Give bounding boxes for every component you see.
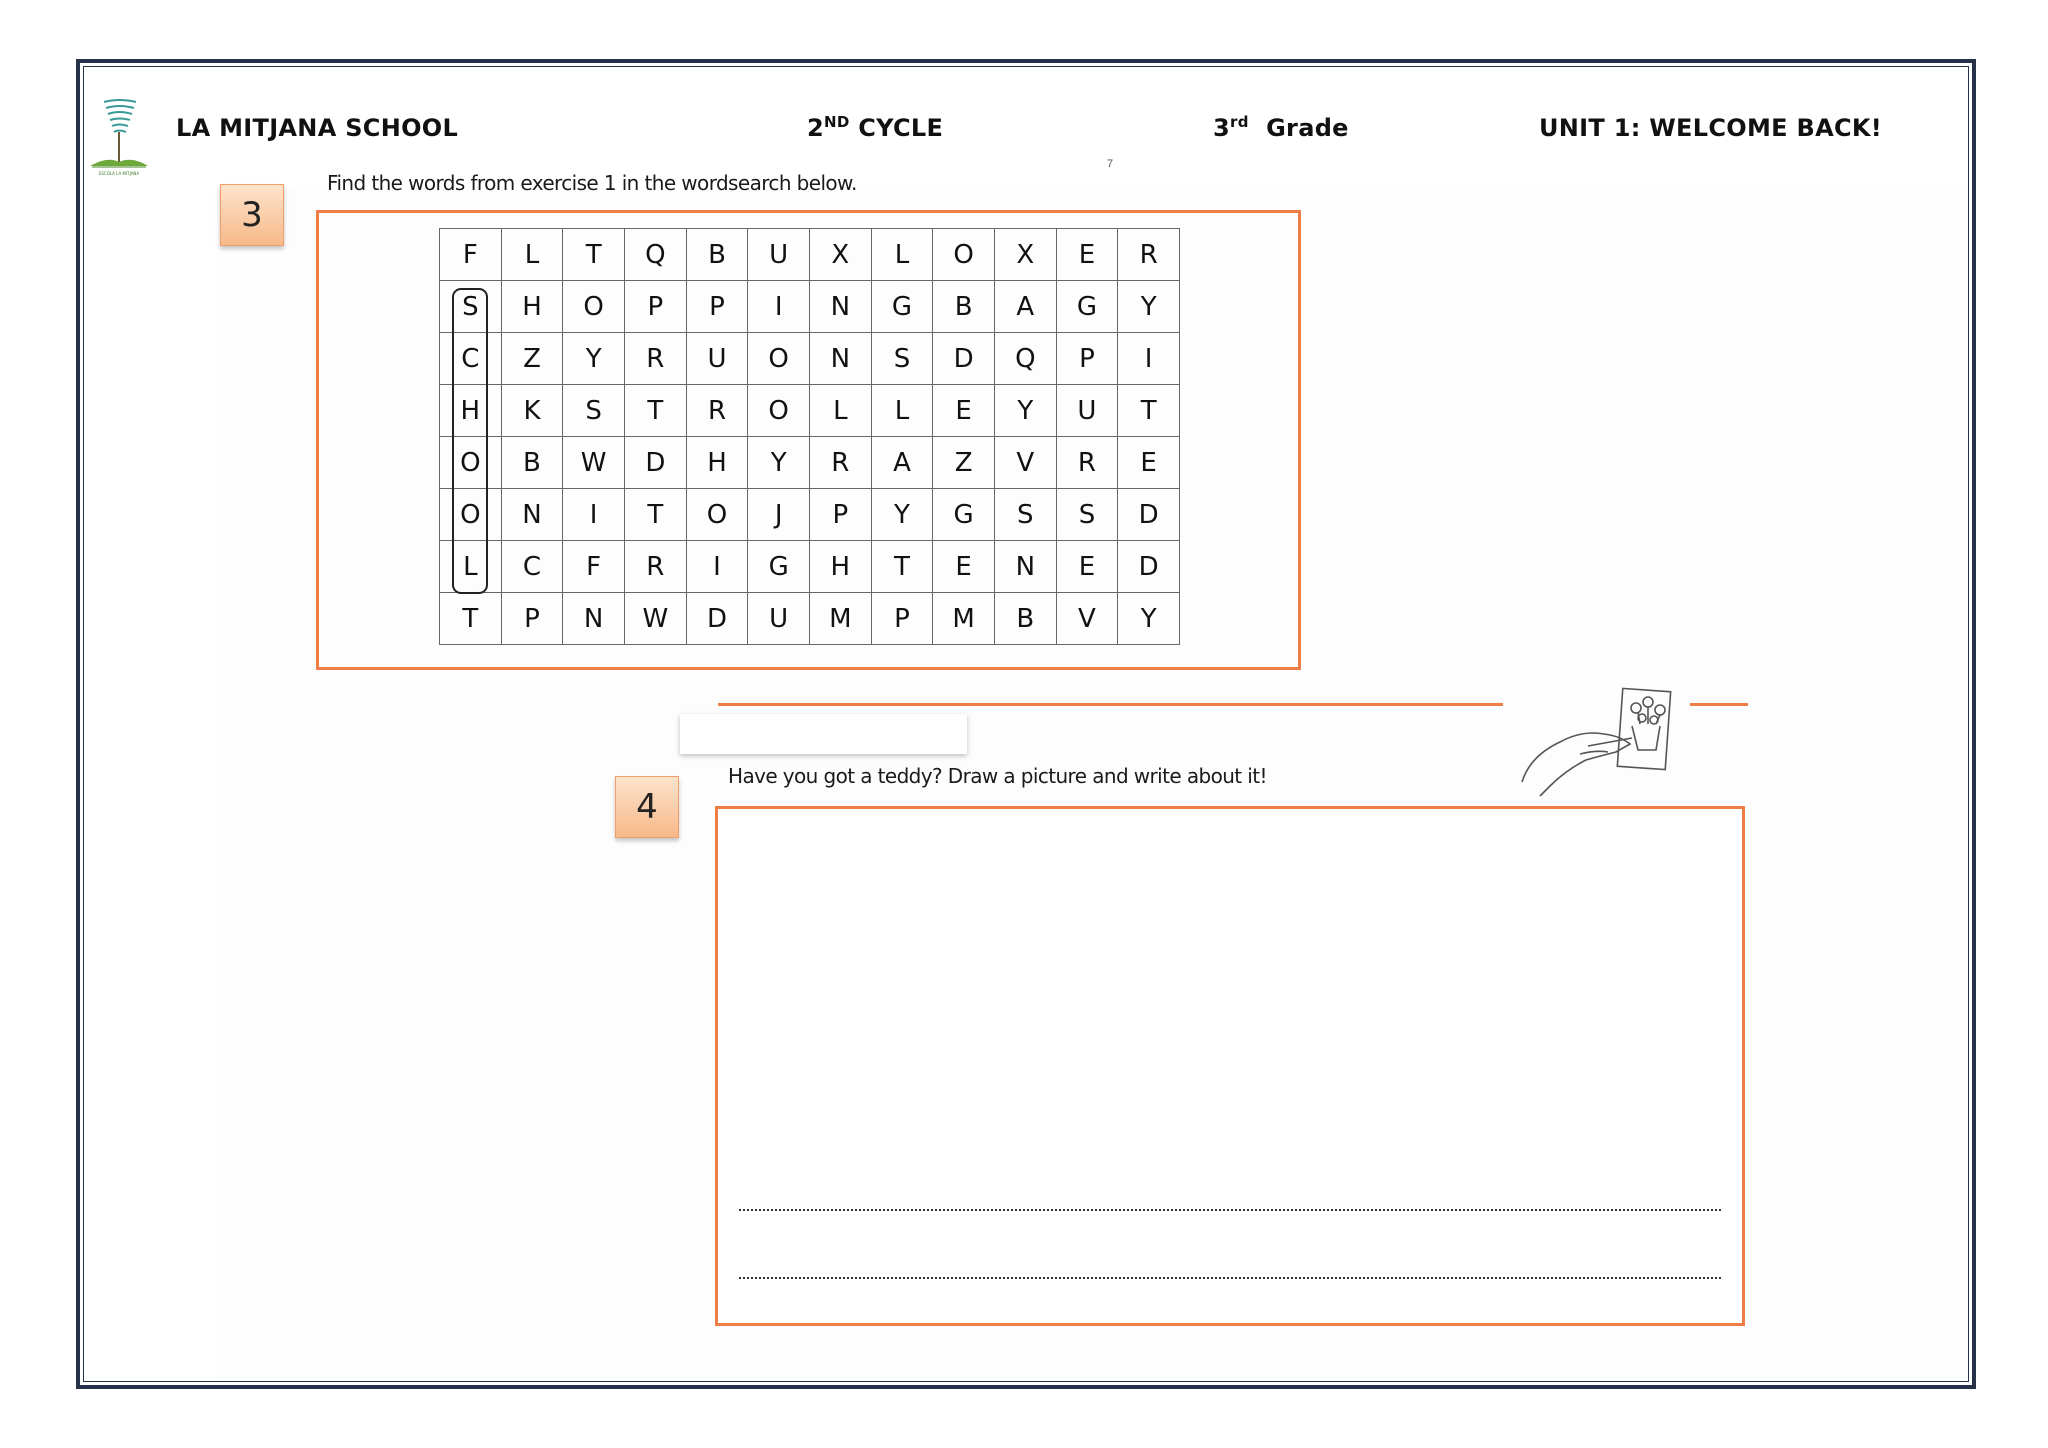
wordsearch-cell[interactable]: B	[501, 437, 563, 489]
wordsearch-cell[interactable]: D	[1118, 489, 1180, 541]
wordsearch-cell[interactable]: O	[686, 489, 748, 541]
wordsearch-cell[interactable]: B	[994, 593, 1056, 645]
school-name: LA MITJANA SCHOOL	[176, 114, 459, 142]
wordsearch-cell[interactable]: Y	[871, 489, 933, 541]
wordsearch-cell[interactable]: Y	[748, 437, 810, 489]
section-rule-right	[1690, 703, 1748, 706]
wordsearch-cell[interactable]: S	[994, 489, 1056, 541]
wordsearch-grid	[439, 228, 1180, 645]
wordsearch-cell[interactable]: H	[440, 385, 502, 437]
wordsearch-cell[interactable]: G	[871, 281, 933, 333]
wordsearch-cell[interactable]: L	[871, 229, 933, 281]
logo-caption: ESCOLA LA MITJANA	[98, 171, 140, 176]
wordsearch-cell[interactable]: N	[994, 541, 1056, 593]
wordsearch-cell[interactable]: R	[1056, 437, 1118, 489]
wordsearch-row	[440, 541, 1180, 593]
wordsearch-cell[interactable]: G	[1056, 281, 1118, 333]
wordsearch-cell[interactable]: U	[748, 229, 810, 281]
wordsearch-cell[interactable]: Y	[994, 385, 1056, 437]
wordsearch-cell[interactable]: E	[933, 541, 995, 593]
wordsearch-row	[440, 437, 1180, 489]
wordsearch-cell[interactable]: O	[748, 333, 810, 385]
wordsearch-cell[interactable]: Y	[1118, 281, 1180, 333]
wordsearch-cell[interactable]: O	[563, 281, 625, 333]
drawing-hand-icon	[1520, 686, 1678, 798]
wordsearch-cell[interactable]: H	[809, 541, 871, 593]
found-word-outline	[452, 288, 488, 594]
wordsearch-cell[interactable]: S	[563, 385, 625, 437]
wordsearch-cell[interactable]: B	[686, 229, 748, 281]
wordsearch-cell[interactable]: O	[440, 437, 502, 489]
wordsearch-cell[interactable]: E	[1056, 541, 1118, 593]
school-logo	[88, 96, 150, 178]
wordsearch-cell[interactable]: P	[624, 281, 686, 333]
wordsearch-cell[interactable]: D	[624, 437, 686, 489]
wordsearch-cell[interactable]: O	[440, 489, 502, 541]
exercise-4-instruction: Have you got a teddy? Draw a picture and write about it!	[728, 764, 1267, 788]
exercise-3-instruction: Find the words from exercise 1 in the wordsearch below.	[327, 171, 857, 195]
wordsearch-cell[interactable]: F	[440, 229, 502, 281]
wordsearch-cell[interactable]: M	[809, 593, 871, 645]
wordsearch-cell[interactable]: W	[624, 593, 686, 645]
wordsearch-cell[interactable]: N	[563, 593, 625, 645]
wordsearch-row	[440, 593, 1180, 645]
wordsearch-cell[interactable]: U	[1056, 385, 1118, 437]
wordsearch-cell[interactable]: Q	[994, 333, 1056, 385]
wordsearch-cell[interactable]: T	[624, 385, 686, 437]
stray-mark: 7	[1107, 158, 1114, 170]
wordsearch-cell[interactable]: N	[809, 333, 871, 385]
wordsearch-cell[interactable]: D	[686, 593, 748, 645]
writing-line-1[interactable]	[739, 1209, 1721, 1211]
wordsearch-cell[interactable]: T	[1118, 385, 1180, 437]
wordsearch-cell[interactable]: R	[624, 333, 686, 385]
section-tab	[680, 714, 967, 754]
exercise-4-number: 4	[615, 776, 679, 838]
wordsearch-cell[interactable]: H	[686, 437, 748, 489]
wordsearch-cell[interactable]: I	[1118, 333, 1180, 385]
exercise-3-number: 3	[220, 184, 284, 246]
wordsearch-cell[interactable]: C	[501, 541, 563, 593]
wordsearch-cell[interactable]: F	[563, 541, 625, 593]
wordsearch-cell[interactable]: N	[501, 489, 563, 541]
wordsearch-cell[interactable]: I	[686, 541, 748, 593]
wordsearch-cell[interactable]: E	[933, 385, 995, 437]
wordsearch-cell[interactable]: T	[624, 489, 686, 541]
wordsearch-cell[interactable]: L	[871, 385, 933, 437]
wordsearch-cell[interactable]: L	[809, 385, 871, 437]
wordsearch-cell[interactable]: S	[440, 281, 502, 333]
wordsearch-cell[interactable]: T	[440, 593, 502, 645]
wordsearch-cell[interactable]: B	[933, 281, 995, 333]
wordsearch-cell[interactable]: U	[686, 333, 748, 385]
section-rule-left	[718, 703, 1503, 706]
wordsearch-cell[interactable]: G	[748, 541, 810, 593]
wordsearch-cell[interactable]: D	[1118, 541, 1180, 593]
wordsearch-cell[interactable]: Z	[933, 437, 995, 489]
wordsearch-cell[interactable]: P	[871, 593, 933, 645]
drawing-area[interactable]	[715, 806, 1745, 1326]
wordsearch-cell[interactable]: O	[933, 229, 995, 281]
wordsearch-row	[440, 229, 1180, 281]
wordsearch-cell[interactable]: T	[563, 229, 625, 281]
wordsearch-cell[interactable]: G	[933, 489, 995, 541]
wordsearch-cell[interactable]: Z	[501, 333, 563, 385]
wordsearch-cell[interactable]: P	[1056, 333, 1118, 385]
wordsearch-cell[interactable]: X	[994, 229, 1056, 281]
wordsearch-cell[interactable]: V	[994, 437, 1056, 489]
wordsearch-cell[interactable]: U	[748, 593, 810, 645]
wordsearch-cell[interactable]: S	[871, 333, 933, 385]
cycle-label: 2ND CYCLE	[807, 113, 944, 142]
unit-title: UNIT 1: WELCOME BACK!	[1539, 114, 1883, 142]
wordsearch-cell[interactable]: O	[748, 385, 810, 437]
wordsearch-cell[interactable]: M	[933, 593, 995, 645]
wordsearch-cell[interactable]: R	[1118, 229, 1180, 281]
wordsearch-cell[interactable]: R	[809, 437, 871, 489]
wordsearch-cell[interactable]: E	[1118, 437, 1180, 489]
wordsearch-cell[interactable]: L	[440, 541, 502, 593]
grade-label: 3rd Grade	[1213, 113, 1349, 142]
wordsearch-cell[interactable]: A	[871, 437, 933, 489]
wordsearch-cell[interactable]: X	[809, 229, 871, 281]
wordsearch-cell[interactable]: H	[501, 281, 563, 333]
wordsearch-cell[interactable]: J	[748, 489, 810, 541]
wordsearch-row	[440, 489, 1180, 541]
wordsearch-row	[440, 385, 1180, 437]
wordsearch-cell[interactable]: P	[501, 593, 563, 645]
wordsearch-cell[interactable]: R	[686, 385, 748, 437]
wordsearch-cell[interactable]: Y	[1118, 593, 1180, 645]
wordsearch-cell[interactable]: S	[1056, 489, 1118, 541]
wordsearch-cell[interactable]: E	[1056, 229, 1118, 281]
wordsearch-cell[interactable]: K	[501, 385, 563, 437]
wordsearch-cell[interactable]: C	[440, 333, 502, 385]
wordsearch-cell[interactable]: P	[809, 489, 871, 541]
wordsearch-cell[interactable]: Y	[563, 333, 625, 385]
wordsearch-cell[interactable]: I	[748, 281, 810, 333]
wordsearch-cell[interactable]: R	[624, 541, 686, 593]
wordsearch-cell[interactable]: N	[809, 281, 871, 333]
wordsearch-cell[interactable]: A	[994, 281, 1056, 333]
wordsearch-cell[interactable]: L	[501, 229, 563, 281]
wordsearch-row	[440, 333, 1180, 385]
wordsearch-cell[interactable]: Q	[624, 229, 686, 281]
writing-line-2[interactable]	[739, 1277, 1721, 1279]
wordsearch-cell[interactable]: P	[686, 281, 748, 333]
wordsearch-cell[interactable]: V	[1056, 593, 1118, 645]
wordsearch-cell[interactable]: I	[563, 489, 625, 541]
wordsearch-row	[440, 281, 1180, 333]
wordsearch-cell[interactable]: T	[871, 541, 933, 593]
wordsearch-cell[interactable]: W	[563, 437, 625, 489]
wordsearch-cell[interactable]: D	[933, 333, 995, 385]
